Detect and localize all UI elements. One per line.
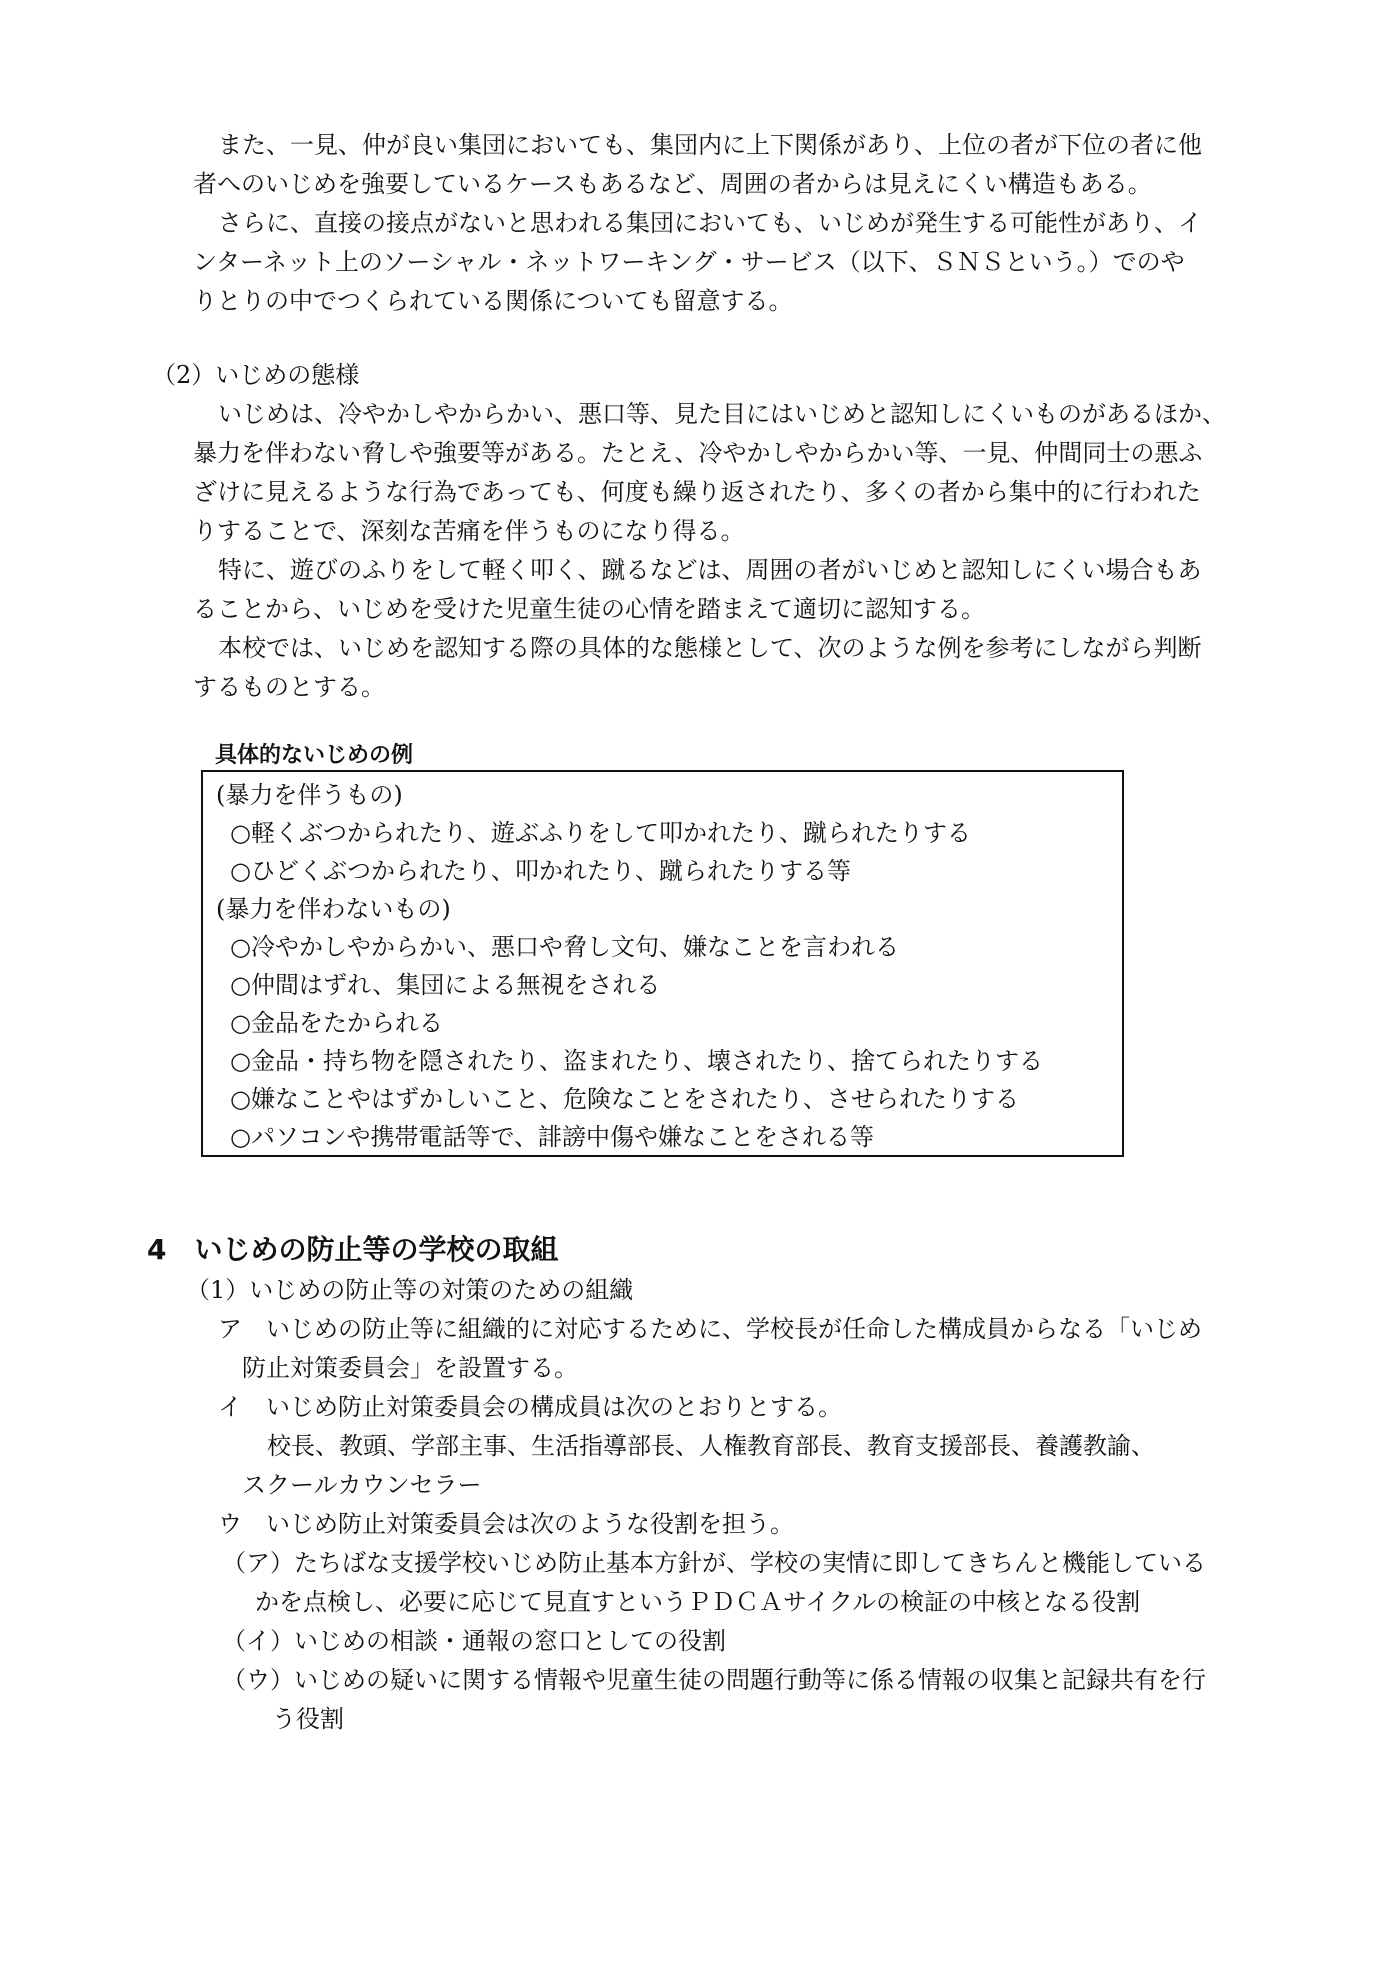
section4-ua-line2: かを点検し、必要に応じて見直すというＰＤＣＡサイクルの検証の中核となる役割 [255, 1588, 1141, 1616]
section4-ua-line1: （ア）たちばな支援学校いじめ防止基本方針が、学校の実情に即してきちんと機能している [222, 1549, 1206, 1577]
examples-violent-item: ○ひどくぶつかられたり、叩かれたり、蹴られたりする等 [230, 857, 851, 885]
intro-p1-line2: 者へのいじめを強要しているケースもあるなど、周囲の者からは見えにくい構造もある。 [193, 170, 1152, 198]
examples-nonviolent-item: ○冷やかしやからかい、悪口や脅し文句、嫌なことを言われる [230, 933, 899, 961]
section4-a-line1: ア いじめの防止等に組織的に対応するために、学校長が任命した構成員からなる「いじめ [218, 1315, 1202, 1343]
intro-p2-line2: ンターネット上のソーシャル・ネットワーキング・サービス（以下、ＳＮＳという。）でのや [193, 248, 1185, 276]
section4-sub1: （1）いじめの防止等の対策のための組織 [186, 1276, 634, 1304]
section2-p3-line1: 本校では、いじめを認知する際の具体的な態様として、次のような例を参考にしながら判断 [218, 634, 1202, 662]
section4-uu-line1: （ウ）いじめの疑いに関する情報や児童生徒の問題行動等に係る情報の収集と記録共有を行 [222, 1666, 1206, 1694]
examples-title: 具体的ないじめの例 [215, 743, 414, 768]
examples-violent-item: ○軽くぶつかられたり、遊ぶふりをして叩かれたり、蹴られたりする [230, 819, 971, 847]
section4-i-line1: イ いじめ防止対策委員会の構成員は次のとおりとする。 [218, 1393, 842, 1421]
section4-a-line2: 防止対策委員会」を設置する。 [242, 1354, 578, 1382]
intro-p1-line1: また、一見、仲が良い集団においても、集団内に上下関係があり、上位の者が下位の者に他 [218, 131, 1202, 159]
intro-p2-line1: さらに、直接の接点がないと思われる集団においても、いじめが発生する可能性があり、イ [218, 209, 1202, 237]
section2-p1-line2: 暴力を伴わない脅しや強要等がある。たとえ、冷やかしやからかい等、一見、仲間同士の悪ふ [193, 439, 1203, 467]
section4-i-line3: スクールカウンセラー [242, 1471, 482, 1499]
section2-p2-line2: ることから、いじめを受けた児童生徒の心情を踏まえて適切に認知する。 [193, 595, 985, 623]
section2-p2-line1: 特に、遊びのふりをして軽く叩く、蹴るなどは、周囲の者がいじめと認知しにくい場合もあ [218, 556, 1202, 584]
section2-p3-line2: するものとする。 [193, 673, 385, 701]
examples-nonviolent-item: ○金品・持ち物を隠されたり、盗まれたり、壊されたり、捨てられたりする [230, 1047, 1043, 1075]
examples-nonviolent-header: (暴力を伴わないもの) [216, 895, 451, 923]
section4-i-line2: 校長、教頭、学部主事、生活指導部長、人権教育部長、教育支援部長、養護教諭、 [267, 1432, 1155, 1460]
section4-heading: 4 いじめの防止等の学校の取組 [147, 1233, 559, 1266]
intro-p2-line3: りとりの中でつくられている関係についても留意する。 [193, 287, 793, 315]
examples-nonviolent-item: ○嫌なことやはずかしいこと、危険なことをされたり、させられたりする [230, 1085, 1019, 1113]
examples-nonviolent-item: ○パソコンや携帯電話等で、誹謗中傷や嫌なことをされる等 [230, 1123, 874, 1151]
section2-p1-line3: ざけに見えるような行為であっても、何度も繰り返されたり、多くの者から集中的に行われた [193, 478, 1201, 506]
section2-p1-line1: いじめは、冷やかしやからかい、悪口等、見た目にはいじめと認知しにくいものがあるほか、 [218, 400, 1226, 428]
section4-ui-line1: （イ）いじめの相談・通報の窓口としての役割 [222, 1627, 726, 1655]
examples-nonviolent-item: ○金品をたかられる [230, 1009, 443, 1037]
examples-nonviolent-item: ○仲間はずれ、集団による無視をされる [230, 971, 661, 999]
section4-u-line1: ウ いじめ防止対策委員会は次のような役割を担う。 [218, 1510, 794, 1538]
section4-uu-line2: う役割 [272, 1705, 344, 1733]
section2-p1-line4: りすることで、深刻な苦痛を伴うものになり得る。 [193, 517, 745, 545]
section2-title: （2）いじめの態様 [152, 361, 360, 389]
examples-violent-header: (暴力を伴うもの) [216, 781, 403, 809]
